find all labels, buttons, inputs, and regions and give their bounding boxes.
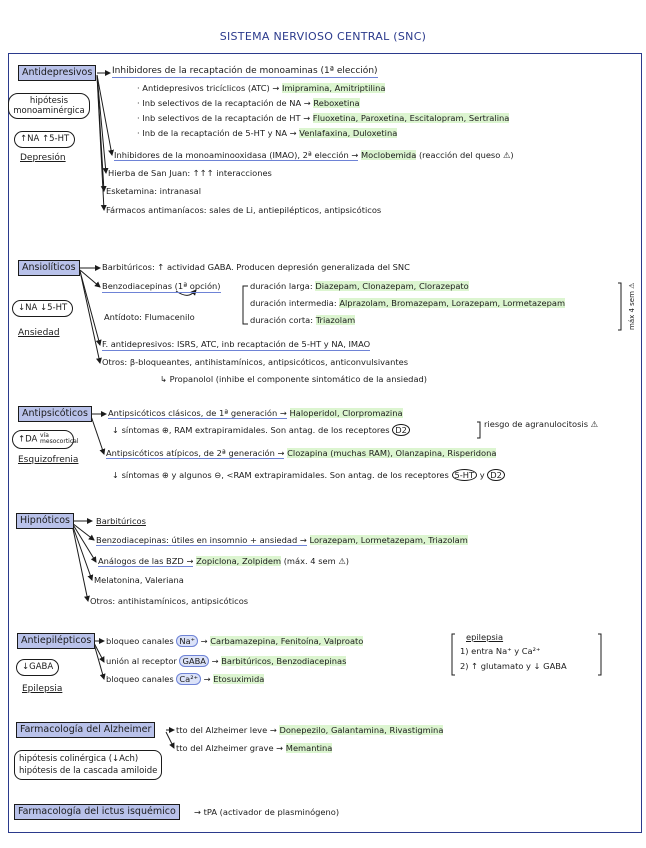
disease-label: Esquizofrenia (18, 455, 79, 465)
bzd-short: duración corta: Triazolam (250, 315, 356, 325)
section-antiepilepticos: Antiepilépticos (17, 633, 95, 649)
antidep-line-4: Esketamina: intranasal (106, 186, 202, 196)
antiep-line-2: unión al receptor GABA → Barbitúricos, Benzodiacepinas (106, 656, 347, 666)
section-hipnoticos: Hipnóticos (16, 513, 74, 529)
ansio-line-2: Benzodiacepinas (1ª opción) (102, 281, 221, 291)
section-alzheimer: Farmacología del Alzheimer (16, 722, 155, 738)
ansio-line-3: F. antidepresivos: ISRS, ATC, inb recaptación de 5-HT y NA, IMAO (102, 339, 371, 349)
antips-line-2: Antipsicóticos atípicos, de 2ª generación → Clozapina (muchas RAM), Olanzapina, Risperidona (106, 448, 497, 458)
antidep-sub-3: · Inb selectivos de la recaptación de HT → Fluoxetina, Paroxetina, Escitalopram, Sertralina (137, 113, 510, 123)
antips-line-1s: ↓ síntomas ⊕, RAM extrapiramidales. Son antag. de los receptores D2 (112, 425, 410, 436)
antidep-sub-1: · Antidepresivos tricíclicos (ATC) → Imipramina, Amitriptilina (137, 83, 386, 93)
section-ansioliticos: Ansiolíticos (18, 260, 80, 276)
antidep-line-1: Inhibidores de la recaptación de monoaminas (1ª elección) (112, 66, 378, 76)
disease-label: Ansiedad (18, 328, 60, 338)
hipno-line-5: Otros: antihistamínicos, antipsicóticos (90, 596, 249, 606)
alz-hypothesis-2: hipótesis de la cascada amiloide (19, 766, 158, 776)
antiep-line-1: bloqueo canales Na⁺ → Carbamazepina, Fenitoína, Valproato (106, 636, 364, 646)
antidep-line-3: Hierba de San Juan: ↑↑↑ interacciones (108, 168, 272, 178)
bzd-max-note: máx 4 sem ⚠ (628, 282, 636, 330)
antips-line-2s: ↓ síntomas ⊕ y algunos ⊖, <RAM extrapiramidales. Son antag. de los receptores 5-HT y D2 (112, 470, 505, 481)
hipno-line-2: Benzodiacepinas: útiles en insomnio + ansiedad → Lorazepam, Lormetazepam, Triazolam (96, 535, 468, 545)
epilepsy-note-title: epilepsia (466, 632, 504, 642)
hipno-line-1: Barbitúricos (96, 516, 146, 526)
bzd-intermediate: duración intermedia: Alprazolam, Bromazepam, Lorazepam, Lormetazepam (250, 298, 566, 308)
page-title: SISTEMA NERVIOSO CENTRAL (SNC) (219, 30, 427, 43)
ansio-line-1: Barbitúricos: ↑ actividad GABA. Producen depresión generalizada del SNC (102, 262, 410, 272)
alz-hypotheses (14, 750, 162, 780)
section-ictus: Farmacología del ictus isquémico (14, 804, 180, 820)
section-antidepresivos: Antidepresivos (18, 65, 96, 81)
antidep-sub-2: · Inb selectivos de la recaptación de NA → Reboxetina (137, 98, 360, 108)
alz-line-2: tto del Alzheimer grave → Memantina (176, 743, 333, 753)
epilepsy-note-1: 1) entra Na⁺ y Ca²⁺ (460, 646, 541, 656)
disease-label: Epilepsia (22, 684, 63, 694)
mechanism-bubble: ↓GABA (16, 659, 59, 676)
disease-label: Depresión (20, 153, 66, 163)
antidote-label: Antídoto: Flumacenilo (104, 312, 195, 322)
agranulocytosis-note: riesgo de agranulocitosis ⚠ (484, 419, 599, 429)
antips-line-1: Antipsicóticos clásicos, de 1ª generación → Haloperidol, Clorpromazina (108, 408, 403, 418)
hipno-line-3: Análogos de las BZD → Zopiclona, Zolpidem (máx. 4 sem ⚠) (98, 556, 350, 566)
antidep-line-2: Inhibidores de la monoaminooxidasa (IMAO), 2ª elección → Moclobemida (reacción del queso ⚠) (114, 150, 514, 160)
antidep-line-5: Fármacos antimaníacos: sales de Li, antiepilépticos, antipsicóticos (106, 205, 382, 215)
ansio-line-4: Otros: β-bloqueantes, antihistamínicos, antipsicóticos, anticonvulsivantes (102, 357, 409, 367)
section-antipsicoticos: Antipsicóticos (18, 406, 92, 422)
alz-hypothesis-1: hipótesis colinérgica (↓Ach) (19, 754, 139, 764)
antiep-line-3: bloqueo canales Ca²⁺ → Etosuximida (106, 674, 265, 684)
hypothesis-bubble: hipótesis monoaminérgica (8, 93, 90, 119)
antidep-sub-4: · Inb de la recaptación de 5-HT y NA → Venlafaxina, Duloxetina (137, 128, 398, 138)
epilepsy-note-2: 2) ↑ glutamato y ↓ GABA (460, 661, 567, 671)
mechanism-bubble: ↓NA ↓5-HT (12, 300, 73, 317)
alz-line-1: tto del Alzheimer leve → Donepezilo, Galantamina, Rivastigmina (176, 725, 444, 735)
ictus-line-1: → tPA (activador de plasminógeno) (194, 807, 340, 817)
mechanism-bubble: ↑DA vía mesocortical (12, 430, 74, 449)
ansio-line-4b: ↳ Propanolol (inhibe el componente sintomático de la ansiedad) (160, 374, 428, 384)
bzd-long: duración larga: Diazepam, Clonazepam, Clorazepato (250, 281, 469, 291)
hipno-line-4: Melatonina, Valeriana (94, 575, 184, 585)
mechanism-bubble: ↑NA ↑5-HT (14, 131, 75, 148)
